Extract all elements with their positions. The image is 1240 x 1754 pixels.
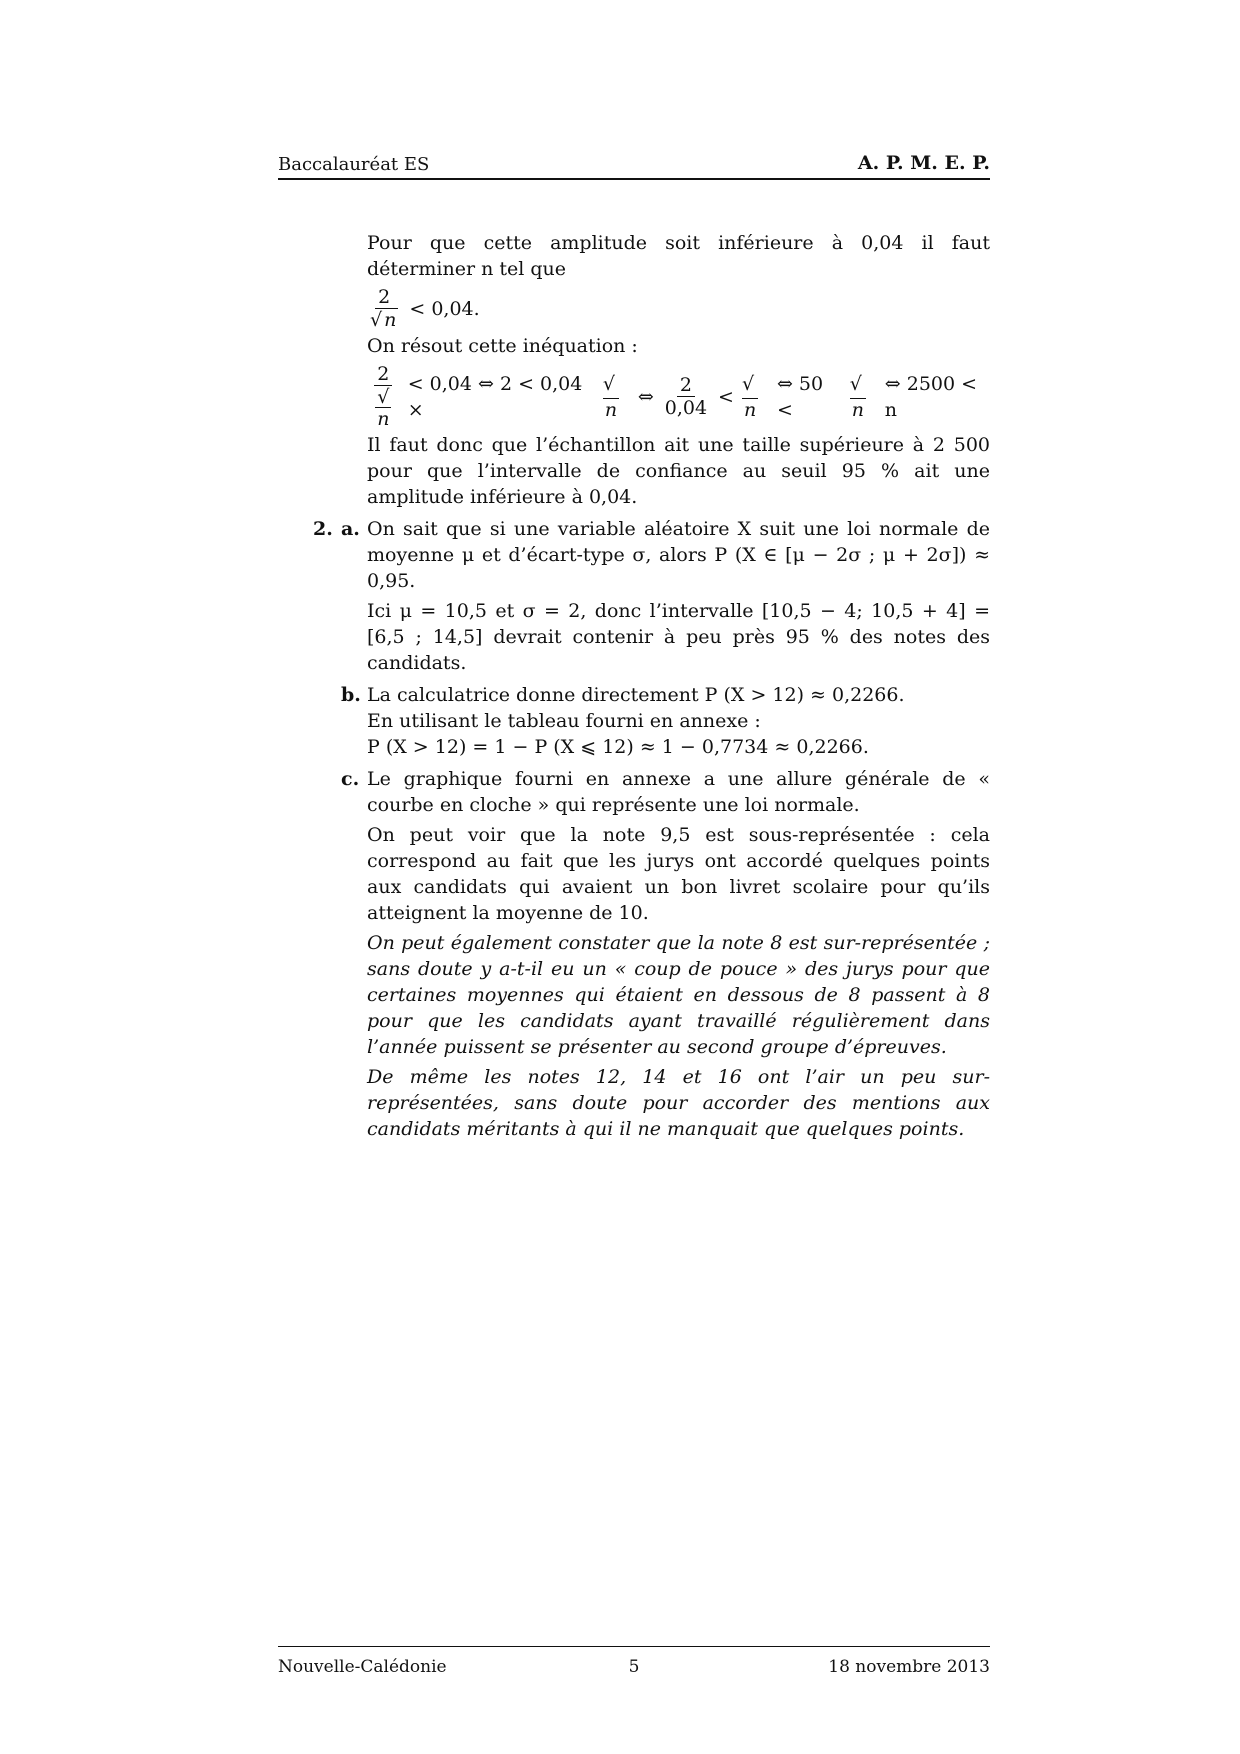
fraction-denominator: √n: [377, 386, 390, 430]
fraction-numerator: 2: [677, 374, 695, 397]
fraction-numerator: 2: [374, 363, 392, 386]
header-right: A. P. M. E. P.: [857, 152, 990, 174]
inequality-tail: < 0,04.: [409, 297, 480, 320]
question-2b: [341, 682, 990, 760]
inequality-1: [367, 286, 990, 331]
sub-label-a: a.: [341, 518, 360, 540]
eq-part5: ⇔ 2500 < n: [884, 372, 978, 421]
q2b-line1: La calculatrice donne directement P (X > 12) ≈ 0,2266.: [367, 684, 905, 706]
q2a-line1: On sait que si une variable aléatoire X suit une loi normale de moyenne μ et d’écart-type σ, alors P (X ∈ [μ − 2σ ; μ + 2σ]) ≈ 0,95.: [367, 518, 990, 592]
sqrt-n: √n: [849, 372, 865, 421]
eq-part3: <: [718, 385, 734, 408]
eq-part2: ⇔: [637, 385, 654, 408]
equivalence-chain: [367, 363, 990, 430]
fraction-2-over-004: [662, 374, 710, 419]
fraction-numerator: 2: [375, 286, 393, 309]
page-number: 5: [628, 1657, 640, 1677]
question-number: 2.: [313, 518, 333, 540]
q2c-line2: On peut voir que la note 9,5 est sous-représentée : cela correspond au fait que les jurys ont accordé quelques points aux candidats qui avaient un bon livret scolaire pour qu’ils atteignent la moyenne de 10.: [367, 824, 990, 924]
radicand: n: [377, 408, 390, 430]
fraction-2-over-sqrt-n: [367, 363, 400, 430]
sqrt-n: √n: [602, 372, 618, 421]
q2b-line2: En utilisant le tableau fourni en annexe :: [367, 710, 761, 732]
main-content: [313, 230, 990, 1146]
q2c-line1: Le graphique fourni en annexe a une allure générale de « courbe en cloche » qui représente une loi normale.: [367, 768, 990, 816]
fraction-2-over-sqrt-n: [367, 286, 401, 331]
q2b-line3: P (X > 12) = 1 − P (X ⩽ 12) ≈ 1 − 0,7734 ≈ 0,2266.: [367, 736, 869, 758]
fraction-denominator: 0,04: [664, 397, 708, 419]
q2c-line3: On peut également constater que la note 8 est sur-représentée ; sans doute y a-t-il eu un « coup de pouce » des jurys pour que certaines moyennes qui étaient en dessous de 8 passent à 8 pour que les candidats ayant travaillé régulièrement dans l’année puissent se présenter au second groupe d’épreuves.: [367, 932, 990, 1058]
eq-part4: ⇔ 50 <: [776, 372, 824, 421]
fraction-denominator: √ n: [370, 309, 397, 331]
paragraph-conclusion: Il faut donc que l’échantillon ait une taille supérieure à 2 500 pour que l’intervalle de confiance au seuil 95 % ait une amplitude inférieure à 0,04.: [367, 434, 990, 508]
sub-label-b: b.: [341, 684, 361, 706]
sub-label-c: c.: [341, 768, 360, 790]
sqrt-n: √n: [741, 372, 757, 421]
q2c-line4: De même les notes 12, 14 et 16 ont l’air un peu sur-représentées, sans doute pour accorder des mentions aux candidats méritants à qui il ne manquait que quelques points.: [367, 1066, 990, 1140]
header-left: Baccalauréat ES: [278, 154, 430, 175]
footer-left: Nouvelle-Calédonie: [278, 1657, 447, 1677]
question-2a: [313, 516, 990, 676]
radicand: n: [384, 309, 397, 331]
eq-part1: < 0,04 ⇔ 2 < 0,04 ×: [407, 372, 583, 421]
paragraph-amplitude: Pour que cette amplitude soit inférieure à 0,04 il faut déterminer n tel que: [367, 232, 990, 280]
paragraph-resolve: On résout cette inéquation :: [367, 335, 638, 357]
page-footer: [278, 1646, 990, 1681]
footer-date: 18 novembre 2013: [828, 1657, 990, 1677]
question-2c: [341, 766, 990, 1142]
q2a-line2: Ici μ = 10,5 et σ = 2, donc l’intervalle [10,5 − 4; 10,5 + 4] = [6,5 ; 14,5] devrait contenir à peu près 95 % des notes des candidats.: [367, 600, 990, 674]
page-header: [278, 152, 990, 180]
